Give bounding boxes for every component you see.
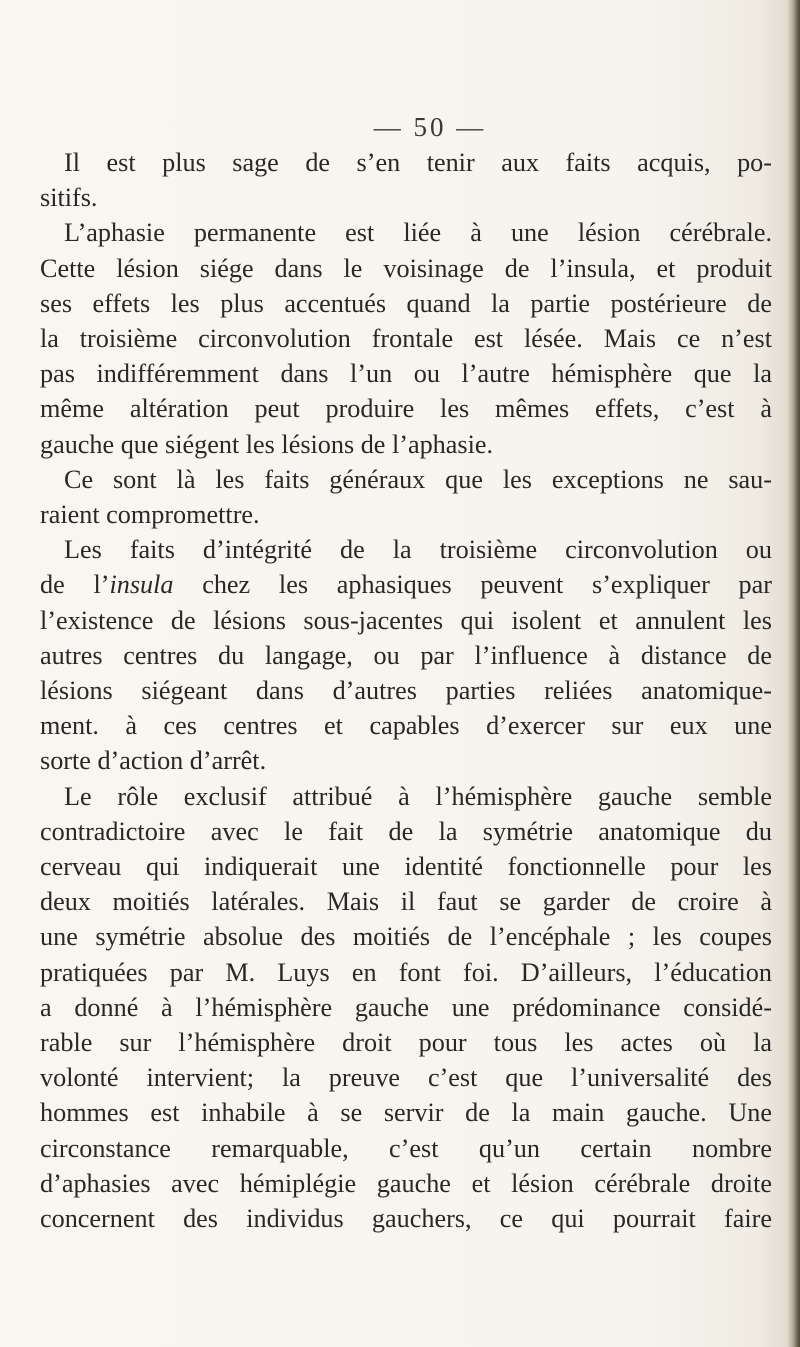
text-line: circonstance remarquable, c’est qu’un certain nombre: [40, 1133, 772, 1163]
text-line: a donné à l’hémisphère gauche une prédominance considé-: [40, 992, 772, 1022]
text-line: pas indifféremment dans l’un ou l’autre hémisphère que la: [40, 359, 772, 389]
text-line: concernent des individus gauchers, ce qui pourrait faire: [40, 1204, 772, 1234]
text-line: raient compromettre.: [40, 500, 260, 530]
text-line: sitifs.: [40, 183, 98, 213]
text-line: volonté intervient; la preuve c’est que l’universalité des: [40, 1063, 772, 1093]
text-fragment: chez les aphasiques peuvent s’expliquer par: [173, 570, 772, 600]
text-line: ment. à ces centres et capables d’exercer sur eux une: [40, 711, 772, 741]
paragraph-3: [40, 462, 772, 532]
italic-term-insula: insula: [109, 570, 174, 600]
text-line: pratiquées par M. Luys en font foi. D’ailleurs, l’éducation: [40, 957, 772, 987]
body-text: [40, 145, 772, 1236]
text-line: gauche que siégent les lésions de l’aphasie.: [40, 429, 494, 459]
text-line: deux moitiés latérales. Mais il faut se garder de croire à: [40, 887, 772, 917]
text-line: une symétrie absolue des moitiés de l’encéphale ; les coupes: [40, 922, 772, 952]
paragraph-2: [40, 215, 772, 461]
text-line: Cette lésion siége dans le voisinage de l’insula, et produit: [40, 253, 772, 283]
paragraph-5: [40, 779, 772, 1237]
text-line: Il est plus sage de s’en tenir aux faits acquis, po-: [64, 148, 772, 177]
text-line: autres centres du langage, ou par l’influence à distance de: [40, 640, 772, 670]
text-line: même altération peut produire les mêmes effets, c’est à: [40, 394, 772, 424]
text-line: Le rôle exclusif attribué à l’hémisphère gauche semble: [64, 781, 772, 811]
text-line: rable sur l’hémisphère droit pour tous les actes où la: [40, 1028, 772, 1058]
text-line: Ce sont là les faits généraux que les exceptions ne sau-: [64, 464, 772, 494]
text-line: la troisième circonvolution frontale est lésée. Mais ce n’est: [40, 324, 772, 354]
text-line: sorte d’action d’arrêt.: [40, 746, 267, 776]
text-line: L’aphasie permanente est liée à une lésion cérébrale.: [64, 218, 772, 248]
text-line: l’existence de lésions sous-jacentes qui isolent et annulent les: [40, 605, 772, 635]
text-line: ses effets les plus accentués quand la partie postérieure de: [40, 288, 772, 318]
text-line: lésions siégeant dans d’autres parties reliées anatomique-: [40, 676, 772, 706]
text-line: d’aphasies avec hémiplégie gauche et lésion cérébrale droite: [40, 1168, 772, 1198]
text-line: hommes est inhabile à se servir de la main gauche. Une: [40, 1098, 772, 1128]
text-fragment: de l’: [40, 570, 110, 600]
text-line-insula: [40, 567, 772, 602]
paragraph-1: [40, 145, 772, 215]
page-number: — 50 —: [373, 112, 487, 142]
page-edge-shadow: [786, 0, 800, 1347]
text-line: cerveau qui indiquerait une identité fonctionnelle pour les: [40, 852, 772, 882]
paragraph-4: [40, 532, 772, 778]
text-line: contradictoire avec le fait de la symétrie anatomique du: [40, 816, 772, 846]
text-line: Les faits d’intégrité de la troisième circonvolution ou: [64, 535, 772, 565]
